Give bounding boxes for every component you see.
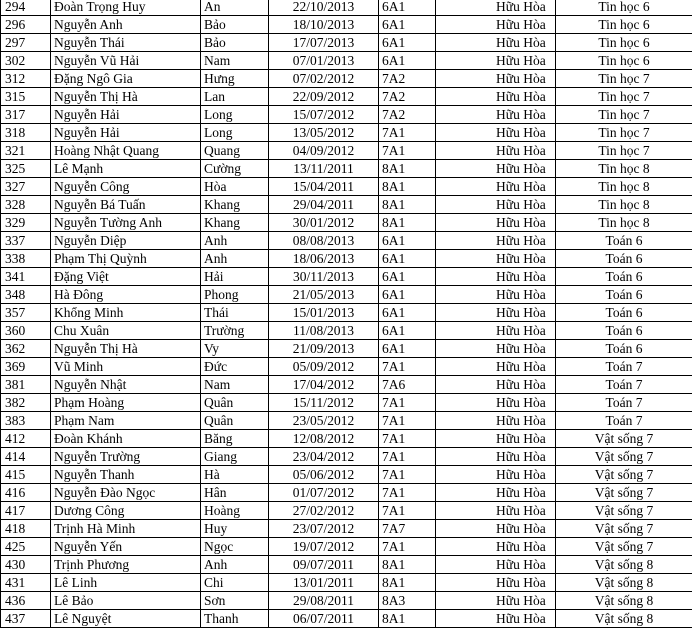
- given-name-cell[interactable]: Quang: [201, 142, 269, 160]
- birth-date-cell[interactable]: 22/10/2013: [269, 0, 379, 16]
- student-id-cell[interactable]: 382: [1, 394, 51, 412]
- student-id-cell[interactable]: 297: [1, 34, 51, 52]
- school-cell[interactable]: Hữu Hòa: [436, 538, 556, 556]
- given-name-cell[interactable]: Anh: [201, 250, 269, 268]
- class-cell[interactable]: 6A1: [379, 232, 436, 250]
- table-row: [1, 16, 692, 34]
- class-cell[interactable]: 7A1: [379, 358, 436, 376]
- student-id-cell[interactable]: 369: [1, 358, 51, 376]
- table-row: [1, 0, 692, 16]
- surname-cell[interactable]: Nguyễn Hải: [51, 124, 201, 142]
- class-cell[interactable]: 7A2: [379, 106, 436, 124]
- subject-cell[interactable]: Tin học 7: [556, 142, 692, 160]
- school-cell[interactable]: Hữu Hòa: [436, 0, 556, 16]
- student-id-cell[interactable]: 383: [1, 412, 51, 430]
- student-id-cell[interactable]: 412: [1, 430, 51, 448]
- given-name-cell[interactable]: Hòa: [201, 178, 269, 196]
- student-id-cell[interactable]: 296: [1, 16, 51, 34]
- table-row: [1, 610, 692, 628]
- subject-cell[interactable]: Vật sống 8: [556, 574, 692, 592]
- student-id-cell[interactable]: 327: [1, 178, 51, 196]
- student-id-cell[interactable]: 436: [1, 592, 51, 610]
- table-row: [1, 376, 692, 394]
- given-name-cell[interactable]: Chi: [201, 574, 269, 592]
- student-id-cell[interactable]: 341: [1, 268, 51, 286]
- table-row: [1, 70, 692, 88]
- birth-date-cell[interactable]: 17/07/2013: [269, 34, 379, 52]
- given-name-cell[interactable]: Khang: [201, 196, 269, 214]
- given-name-cell[interactable]: Quân: [201, 412, 269, 430]
- school-cell[interactable]: Hữu Hòa: [436, 160, 556, 178]
- subject-cell[interactable]: Vật sống 8: [556, 610, 692, 628]
- birth-date-cell[interactable]: 21/05/2013: [269, 286, 379, 304]
- subject-cell[interactable]: Vật sống 7: [556, 538, 692, 556]
- birth-date-cell[interactable]: 11/08/2013: [269, 322, 379, 340]
- table-row: [1, 88, 692, 106]
- table-row: [1, 358, 692, 376]
- class-cell[interactable]: 7A1: [379, 466, 436, 484]
- surname-cell[interactable]: Nguyễn Bá Tuấn: [51, 196, 201, 214]
- school-cell[interactable]: Hữu Hòa: [436, 574, 556, 592]
- class-cell[interactable]: 7A1: [379, 430, 436, 448]
- given-name-cell[interactable]: Vy: [201, 340, 269, 358]
- subject-cell[interactable]: Toán 6: [556, 268, 692, 286]
- birth-date-cell[interactable]: 29/04/2011: [269, 196, 379, 214]
- surname-cell[interactable]: Đoàn Khánh: [51, 430, 201, 448]
- class-cell[interactable]: 8A1: [379, 556, 436, 574]
- surname-cell[interactable]: Nguyễn Hải: [51, 106, 201, 124]
- surname-cell[interactable]: Nguyễn Thị Hà: [51, 88, 201, 106]
- table-row: [1, 574, 692, 592]
- surname-cell[interactable]: Phạm Thị Quỳnh: [51, 250, 201, 268]
- surname-cell[interactable]: Lê Nguyệt: [51, 610, 201, 628]
- class-cell[interactable]: 8A1: [379, 610, 436, 628]
- student-id-cell[interactable]: 325: [1, 160, 51, 178]
- school-cell[interactable]: Hữu Hòa: [436, 124, 556, 142]
- given-name-cell[interactable]: An: [201, 0, 269, 16]
- given-name-cell[interactable]: Phong: [201, 286, 269, 304]
- subject-cell[interactable]: Toán 7: [556, 358, 692, 376]
- student-id-cell[interactable]: 318: [1, 124, 51, 142]
- birth-date-cell[interactable]: 23/05/2012: [269, 412, 379, 430]
- birth-date-cell[interactable]: 15/07/2012: [269, 106, 379, 124]
- class-cell[interactable]: 7A1: [379, 502, 436, 520]
- school-cell[interactable]: Hữu Hòa: [436, 322, 556, 340]
- subject-cell[interactable]: Tin học 6: [556, 34, 692, 52]
- given-name-cell[interactable]: Nam: [201, 52, 269, 70]
- birth-date-cell[interactable]: 04/09/2012: [269, 142, 379, 160]
- surname-cell[interactable]: Trịnh Phương: [51, 556, 201, 574]
- class-cell[interactable]: 7A7: [379, 520, 436, 538]
- school-cell[interactable]: Hữu Hòa: [436, 304, 556, 322]
- school-cell[interactable]: Hữu Hòa: [436, 556, 556, 574]
- table-row: [1, 286, 692, 304]
- birth-date-cell[interactable]: 19/07/2012: [269, 538, 379, 556]
- student-id-cell[interactable]: 317: [1, 106, 51, 124]
- table-row: [1, 34, 692, 52]
- table-row: [1, 430, 692, 448]
- class-cell[interactable]: 7A6: [379, 376, 436, 394]
- class-cell[interactable]: 7A1: [379, 484, 436, 502]
- birth-date-cell[interactable]: 15/01/2013: [269, 304, 379, 322]
- given-name-cell[interactable]: Cường: [201, 160, 269, 178]
- birth-date-cell[interactable]: 30/01/2012: [269, 214, 379, 232]
- given-name-cell[interactable]: Thái: [201, 304, 269, 322]
- table-row: [1, 520, 692, 538]
- school-cell[interactable]: Hữu Hòa: [436, 448, 556, 466]
- birth-date-cell[interactable]: 29/08/2011: [269, 592, 379, 610]
- surname-cell[interactable]: Nguyễn Diệp: [51, 232, 201, 250]
- student-id-cell[interactable]: 360: [1, 322, 51, 340]
- birth-date-cell[interactable]: 23/07/2012: [269, 520, 379, 538]
- given-name-cell[interactable]: Lan: [201, 88, 269, 106]
- school-cell[interactable]: Hữu Hòa: [436, 196, 556, 214]
- subject-cell[interactable]: Vật sống 7: [556, 466, 692, 484]
- given-name-cell[interactable]: Anh: [201, 556, 269, 574]
- subject-cell[interactable]: Tin học 7: [556, 70, 692, 88]
- given-name-cell[interactable]: Huy: [201, 520, 269, 538]
- surname-cell[interactable]: Nguyễn Trường: [51, 448, 201, 466]
- birth-date-cell[interactable]: 22/09/2012: [269, 88, 379, 106]
- surname-cell[interactable]: Đặng Việt: [51, 268, 201, 286]
- given-name-cell[interactable]: Hà: [201, 466, 269, 484]
- school-cell[interactable]: Hữu Hòa: [436, 52, 556, 70]
- birth-date-cell[interactable]: 18/06/2013: [269, 250, 379, 268]
- class-cell[interactable]: 8A1: [379, 160, 436, 178]
- given-name-cell[interactable]: Thanh: [201, 610, 269, 628]
- school-cell[interactable]: Hữu Hòa: [436, 250, 556, 268]
- birth-date-cell[interactable]: 09/07/2011: [269, 556, 379, 574]
- class-cell[interactable]: 8A3: [379, 592, 436, 610]
- surname-cell[interactable]: Nguyễn Yến: [51, 538, 201, 556]
- subject-cell[interactable]: Tin học 6: [556, 52, 692, 70]
- table-row: [1, 448, 692, 466]
- birth-date-cell[interactable]: 07/01/2013: [269, 52, 379, 70]
- subject-cell[interactable]: Tin học 8: [556, 196, 692, 214]
- given-name-cell[interactable]: Hân: [201, 484, 269, 502]
- surname-cell[interactable]: Đặng Ngô Gia: [51, 70, 201, 88]
- school-cell[interactable]: Hữu Hòa: [436, 106, 556, 124]
- school-cell[interactable]: Hữu Hòa: [436, 214, 556, 232]
- surname-cell[interactable]: Lê Mạnh: [51, 160, 201, 178]
- subject-cell[interactable]: Vật sống 7: [556, 484, 692, 502]
- table-row: [1, 124, 692, 142]
- student-id-cell[interactable]: 418: [1, 520, 51, 538]
- table-row: [1, 592, 692, 610]
- class-cell[interactable]: 8A1: [379, 178, 436, 196]
- subject-cell[interactable]: Tin học 7: [556, 88, 692, 106]
- birth-date-cell[interactable]: 17/04/2012: [269, 376, 379, 394]
- given-name-cell[interactable]: Đức: [201, 358, 269, 376]
- surname-cell[interactable]: Hoàng Nhật Quang: [51, 142, 201, 160]
- school-cell[interactable]: Hữu Hòa: [436, 430, 556, 448]
- surname-cell[interactable]: Nguyễn Thái: [51, 34, 201, 52]
- table-row: [1, 412, 692, 430]
- subject-cell[interactable]: Vật sống 8: [556, 556, 692, 574]
- surname-cell[interactable]: Phạm Nam: [51, 412, 201, 430]
- school-cell[interactable]: Hữu Hòa: [436, 232, 556, 250]
- birth-date-cell[interactable]: 13/01/2011: [269, 574, 379, 592]
- given-name-cell[interactable]: Hưng: [201, 70, 269, 88]
- surname-cell[interactable]: Chu Xuân: [51, 322, 201, 340]
- table-row: [1, 538, 692, 556]
- table-row: [1, 232, 692, 250]
- class-cell[interactable]: 7A2: [379, 70, 436, 88]
- given-name-cell[interactable]: Sơn: [201, 592, 269, 610]
- student-id-cell[interactable]: 328: [1, 196, 51, 214]
- student-id-cell[interactable]: 357: [1, 304, 51, 322]
- school-cell[interactable]: Hữu Hòa: [436, 358, 556, 376]
- given-name-cell[interactable]: Long: [201, 124, 269, 142]
- class-cell[interactable]: 8A1: [379, 196, 436, 214]
- surname-cell[interactable]: Đoàn Trọng Huy: [51, 0, 201, 16]
- school-cell[interactable]: Hữu Hòa: [436, 394, 556, 412]
- surname-cell[interactable]: Lê Linh: [51, 574, 201, 592]
- subject-cell[interactable]: Tin học 6: [556, 0, 692, 16]
- table-row: [1, 340, 692, 358]
- subject-cell[interactable]: Vật sống 8: [556, 592, 692, 610]
- class-cell[interactable]: 6A1: [379, 0, 436, 16]
- class-cell[interactable]: 7A1: [379, 538, 436, 556]
- student-id-cell[interactable]: 381: [1, 376, 51, 394]
- subject-cell[interactable]: Tin học 8: [556, 214, 692, 232]
- given-name-cell[interactable]: Bảo: [201, 16, 269, 34]
- student-id-cell[interactable]: 315: [1, 88, 51, 106]
- school-cell[interactable]: Hữu Hòa: [436, 178, 556, 196]
- birth-date-cell[interactable]: 05/06/2012: [269, 466, 379, 484]
- class-cell[interactable]: 6A1: [379, 304, 436, 322]
- table-body: [1, 0, 692, 628]
- table-row: [1, 484, 692, 502]
- class-cell[interactable]: 8A1: [379, 574, 436, 592]
- birth-date-cell[interactable]: 23/04/2012: [269, 448, 379, 466]
- student-id-cell[interactable]: 362: [1, 340, 51, 358]
- given-name-cell[interactable]: Khang: [201, 214, 269, 232]
- surname-cell[interactable]: Nguyễn Đào Ngọc: [51, 484, 201, 502]
- given-name-cell[interactable]: Quân: [201, 394, 269, 412]
- school-cell[interactable]: Hữu Hòa: [436, 502, 556, 520]
- birth-date-cell[interactable]: 01/07/2012: [269, 484, 379, 502]
- birth-date-cell[interactable]: 12/08/2012: [269, 430, 379, 448]
- subject-cell[interactable]: Tin học 7: [556, 124, 692, 142]
- school-cell[interactable]: Hữu Hòa: [436, 610, 556, 628]
- subject-cell[interactable]: Toán 6: [556, 232, 692, 250]
- given-name-cell[interactable]: Ngọc: [201, 538, 269, 556]
- student-id-cell[interactable]: 425: [1, 538, 51, 556]
- student-id-cell[interactable]: 416: [1, 484, 51, 502]
- school-cell[interactable]: Hữu Hòa: [436, 592, 556, 610]
- student-id-cell[interactable]: 431: [1, 574, 51, 592]
- subject-cell[interactable]: Toán 7: [556, 394, 692, 412]
- subject-cell[interactable]: Vật sống 7: [556, 502, 692, 520]
- given-name-cell[interactable]: Trường: [201, 322, 269, 340]
- student-id-cell[interactable]: 294: [1, 0, 51, 16]
- school-cell[interactable]: Hữu Hòa: [436, 376, 556, 394]
- subject-cell[interactable]: Tin học 8: [556, 178, 692, 196]
- given-name-cell[interactable]: Hoàng: [201, 502, 269, 520]
- birth-date-cell[interactable]: 05/09/2012: [269, 358, 379, 376]
- table-row: [1, 160, 692, 178]
- school-cell[interactable]: Hữu Hòa: [436, 520, 556, 538]
- school-cell[interactable]: Hữu Hòa: [436, 88, 556, 106]
- school-cell[interactable]: Hữu Hòa: [436, 34, 556, 52]
- given-name-cell[interactable]: Long: [201, 106, 269, 124]
- birth-date-cell[interactable]: 15/11/2012: [269, 394, 379, 412]
- subject-cell[interactable]: Toán 6: [556, 286, 692, 304]
- student-id-cell[interactable]: 348: [1, 286, 51, 304]
- table-row: [1, 304, 692, 322]
- class-cell[interactable]: 7A1: [379, 124, 436, 142]
- subject-cell[interactable]: Toán 7: [556, 376, 692, 394]
- class-cell[interactable]: 6A1: [379, 16, 436, 34]
- surname-cell[interactable]: Phạm Hoàng: [51, 394, 201, 412]
- table-row: [1, 268, 692, 286]
- class-cell[interactable]: 6A1: [379, 52, 436, 70]
- school-cell[interactable]: Hữu Hòa: [436, 466, 556, 484]
- birth-date-cell[interactable]: 06/07/2011: [269, 610, 379, 628]
- table-row: [1, 142, 692, 160]
- class-cell[interactable]: 6A1: [379, 250, 436, 268]
- student-id-cell[interactable]: 337: [1, 232, 51, 250]
- class-cell[interactable]: 7A1: [379, 448, 436, 466]
- school-cell[interactable]: Hữu Hòa: [436, 70, 556, 88]
- subject-cell[interactable]: Toán 7: [556, 412, 692, 430]
- surname-cell[interactable]: Nguyễn Vũ Hải: [51, 52, 201, 70]
- subject-cell[interactable]: Tin học 6: [556, 16, 692, 34]
- school-cell[interactable]: Hữu Hòa: [436, 142, 556, 160]
- school-cell[interactable]: Hữu Hòa: [436, 484, 556, 502]
- school-cell[interactable]: Hữu Hòa: [436, 412, 556, 430]
- given-name-cell[interactable]: Giang: [201, 448, 269, 466]
- table-row: [1, 394, 692, 412]
- surname-cell[interactable]: Lê Bảo: [51, 592, 201, 610]
- surname-cell[interactable]: Nguyễn Công: [51, 178, 201, 196]
- subject-cell[interactable]: Tin học 7: [556, 106, 692, 124]
- subject-cell[interactable]: Vật sống 7: [556, 448, 692, 466]
- subject-cell[interactable]: Vật sống 7: [556, 520, 692, 538]
- table-row: [1, 52, 692, 70]
- surname-cell[interactable]: Khổng Minh: [51, 304, 201, 322]
- school-cell[interactable]: Hữu Hòa: [436, 268, 556, 286]
- school-cell[interactable]: Hữu Hòa: [436, 340, 556, 358]
- birth-date-cell[interactable]: 18/10/2013: [269, 16, 379, 34]
- table-row: [1, 214, 692, 232]
- subject-cell[interactable]: Toán 6: [556, 340, 692, 358]
- school-cell[interactable]: Hữu Hòa: [436, 286, 556, 304]
- table-row: [1, 502, 692, 520]
- given-name-cell[interactable]: Nam: [201, 376, 269, 394]
- class-cell[interactable]: 7A1: [379, 142, 436, 160]
- given-name-cell[interactable]: Băng: [201, 430, 269, 448]
- subject-cell[interactable]: Vật sống 7: [556, 430, 692, 448]
- birth-date-cell[interactable]: 21/09/2013: [269, 340, 379, 358]
- surname-cell[interactable]: Nguyễn Nhật: [51, 376, 201, 394]
- surname-cell[interactable]: Hà Đông: [51, 286, 201, 304]
- class-cell[interactable]: 7A1: [379, 412, 436, 430]
- birth-date-cell[interactable]: 08/08/2013: [269, 232, 379, 250]
- student-id-cell[interactable]: 417: [1, 502, 51, 520]
- surname-cell[interactable]: Trịnh Hà Minh: [51, 520, 201, 538]
- subject-cell[interactable]: Toán 6: [556, 304, 692, 322]
- surname-cell[interactable]: Dương Công: [51, 502, 201, 520]
- surname-cell[interactable]: Nguyễn Tường Anh: [51, 214, 201, 232]
- birth-date-cell[interactable]: 13/05/2012: [269, 124, 379, 142]
- table-row: [1, 322, 692, 340]
- given-name-cell[interactable]: Hải: [201, 268, 269, 286]
- student-id-cell[interactable]: 312: [1, 70, 51, 88]
- class-cell[interactable]: 6A1: [379, 34, 436, 52]
- class-cell[interactable]: 7A2: [379, 88, 436, 106]
- birth-date-cell[interactable]: 13/11/2011: [269, 160, 379, 178]
- table-row: [1, 556, 692, 574]
- class-cell[interactable]: 8A1: [379, 214, 436, 232]
- given-name-cell[interactable]: Anh: [201, 232, 269, 250]
- given-name-cell[interactable]: Bảo: [201, 34, 269, 52]
- birth-date-cell[interactable]: 30/11/2013: [269, 268, 379, 286]
- class-cell[interactable]: 6A1: [379, 340, 436, 358]
- surname-cell[interactable]: Nguyễn Anh: [51, 16, 201, 34]
- birth-date-cell[interactable]: 07/02/2012: [269, 70, 379, 88]
- student-id-cell[interactable]: 321: [1, 142, 51, 160]
- student-id-cell[interactable]: 437: [1, 610, 51, 628]
- student-id-cell[interactable]: 430: [1, 556, 51, 574]
- class-cell[interactable]: 6A1: [379, 286, 436, 304]
- class-cell[interactable]: 7A1: [379, 394, 436, 412]
- subject-cell[interactable]: Toán 6: [556, 250, 692, 268]
- table-row: [1, 250, 692, 268]
- table-row: [1, 466, 692, 484]
- student-id-cell[interactable]: 329: [1, 214, 51, 232]
- school-cell[interactable]: Hữu Hòa: [436, 16, 556, 34]
- student-id-cell[interactable]: 338: [1, 250, 51, 268]
- birth-date-cell[interactable]: 27/02/2012: [269, 502, 379, 520]
- student-id-cell[interactable]: 302: [1, 52, 51, 70]
- subject-cell[interactable]: Toán 6: [556, 322, 692, 340]
- birth-date-cell[interactable]: 15/04/2011: [269, 178, 379, 196]
- subject-cell[interactable]: Tin học 8: [556, 160, 692, 178]
- table-row: [1, 178, 692, 196]
- table-row: [1, 106, 692, 124]
- class-cell[interactable]: 6A1: [379, 268, 436, 286]
- surname-cell[interactable]: Nguyễn Thị Hà: [51, 340, 201, 358]
- class-cell[interactable]: 6A1: [379, 322, 436, 340]
- student-id-cell[interactable]: 414: [1, 448, 51, 466]
- surname-cell[interactable]: Vũ Minh: [51, 358, 201, 376]
- surname-cell[interactable]: Nguyễn Thanh: [51, 466, 201, 484]
- student-id-cell[interactable]: 415: [1, 466, 51, 484]
- table-row: [1, 196, 692, 214]
